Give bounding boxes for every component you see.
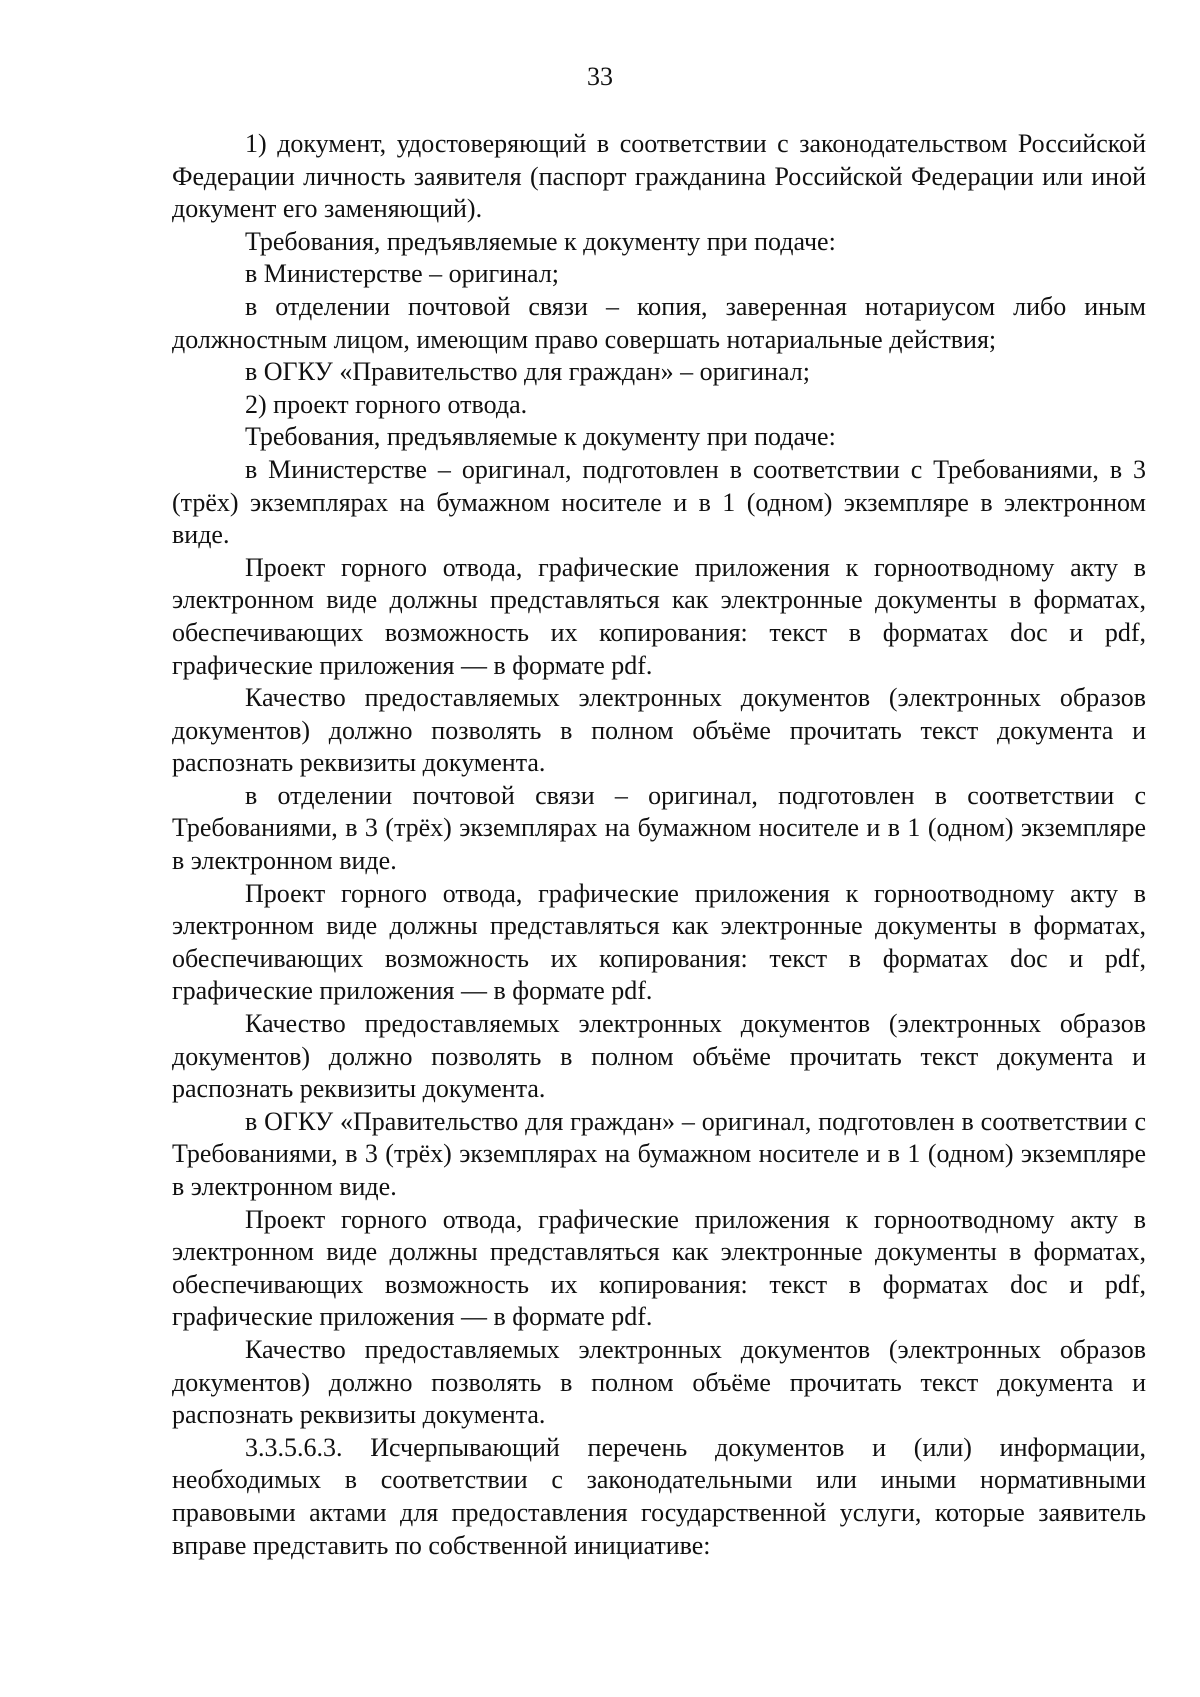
document-body <box>172 128 1146 1562</box>
paragraph: Требования, предъявляемые к документу при подаче: <box>245 422 836 452</box>
paragraph: Проект горного отвода, графические приложения к горноотводному акту в электронном виде должны представляться как электронные документы в форматах, обеспечивающих возможность их копирования: текст в форматах doc и pdf, графические приложения — в формате pdf. <box>172 1204 1146 1332</box>
paragraph: в отделении почтовой связи – оригинал, подготовлен в соответствии с Требованиями, в 3 (трёх) экземплярах на бумажном носителе и в 1 (одном) экземпляре в электронном виде. <box>172 780 1146 876</box>
page-number: 33 <box>587 62 613 91</box>
paragraph: в Министерстве – оригинал, подготовлен в соответствии с Требованиями, в 3 (трёх) экземплярах на бумажном носителе и в 1 (одном) экземпляре в электронном виде. <box>172 454 1146 550</box>
paragraph: в ОГКУ «Правительство для граждан» – оригинал, подготовлен в соответствии с Требованиями, в 3 (трёх) экземплярах на бумажном носителе и в 1 (одном) экземпляре в электронном виде. <box>172 1106 1146 1201</box>
paragraph: Качество предоставляемых электронных документов (электронных образов документов) должно позволять в полном объёме прочитать текст документа и распознать реквизиты документа. <box>172 1334 1146 1430</box>
paragraph: в Министерстве – оригинал; <box>245 259 560 289</box>
paragraph: 2) проект горного отвода. <box>245 389 528 419</box>
paragraph: в ОГКУ «Правительство для граждан» – оригинал; <box>245 357 810 387</box>
paragraph: Качество предоставляемых электронных документов (электронных образов документов) должно позволять в полном объёме прочитать текст документа и распознать реквизиты документа. <box>172 683 1146 778</box>
paragraph: Требования, предъявляемые к документу при подаче: <box>245 226 836 256</box>
paragraph: 1) документ, удостоверяющий в соответствии с законодательством Российской Федерации личность заявителя (паспорт гражданина Российской Федерации или иной документ его заменяющий). <box>172 129 1146 224</box>
paragraph: 3.3.5.6.3. Исчерпывающий перечень документов и (или) информации, необходимых в соответствии с законодательными или иными нормативными правовыми актами для предоставления государственной услуги, которые заявитель вправе представить по собственной инициативе: <box>172 1432 1146 1560</box>
paragraph: в отделении почтовой связи – копия, заверенная нотариусом либо иным должностным лицом, имеющим право совершать нотариальные действия; <box>172 291 1146 354</box>
paragraph: Проект горного отвода, графические приложения к горноотводному акту в электронном виде должны представляться как электронные документы в форматах, обеспечивающих возможность их копирования: текст в форматах doc и pdf, графические приложения — в формате pdf. <box>172 878 1146 1006</box>
paragraph: Проект горного отвода, графические приложения к горноотводному акту в электронном виде должны представляться как электронные документы в форматах, обеспечивающих возможность их копирования: текст в форматах doc и pdf, графические приложения — в формате pdf. <box>172 552 1146 680</box>
paragraph: Качество предоставляемых электронных документов (электронных образов документов) должно позволять в полном объёме прочитать текст документа и распознать реквизиты документа. <box>172 1009 1146 1104</box>
